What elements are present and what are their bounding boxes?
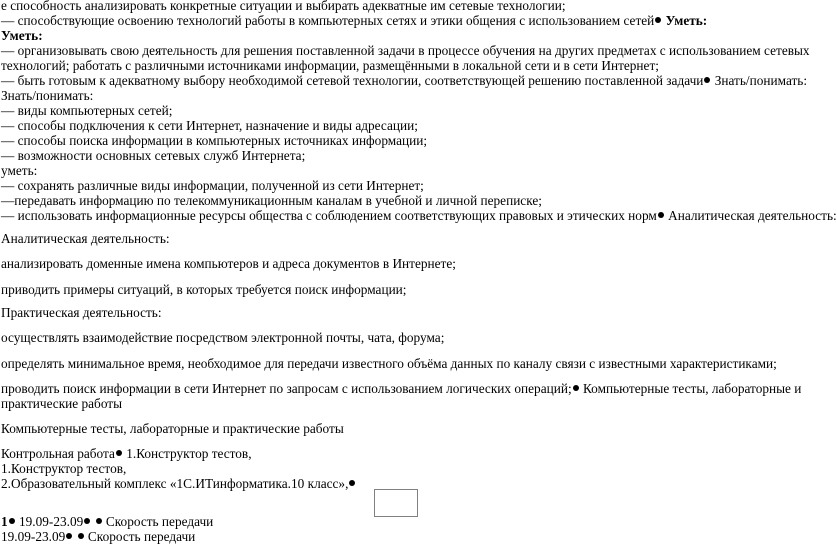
text-span: проводить поиск информации в сети Интернет по запросам с использованием логических операций; xyxy=(1,381,572,396)
text-span: Практическая деятельность: xyxy=(1,305,162,320)
text-span: практические работы xyxy=(1,396,123,411)
text-line xyxy=(1,330,444,345)
text-line xyxy=(1,305,162,320)
text-span: Компьютерные тесты, лабораторные и практические работы xyxy=(1,421,344,436)
text-span: — быть готовым к адекватному выбору необходимой сетевой технологии, соответствующей решению поставленной задачи xyxy=(1,73,704,88)
text-line xyxy=(1,73,807,88)
bullet-dot-icon xyxy=(704,77,710,83)
text-span: 19.09-23.09 xyxy=(15,514,84,529)
text-line xyxy=(1,13,707,28)
text-span: Контрольная работа xyxy=(1,446,115,461)
text-line xyxy=(1,163,37,178)
text-line xyxy=(1,133,427,148)
bullet-dot-icon xyxy=(66,533,72,539)
bullet-dot-icon xyxy=(655,17,661,23)
text-span: Знать/понимать: xyxy=(1,88,94,103)
text-line xyxy=(1,256,456,271)
text-span: Знать/понимать: xyxy=(711,73,808,88)
bullet-dot-icon xyxy=(573,385,579,391)
text-line xyxy=(1,118,418,133)
text-line xyxy=(1,193,542,208)
text-span: — использовать информационные ресурсы общества с соблюдением соответствующих правовых и этических норм xyxy=(1,208,657,223)
text-line xyxy=(1,282,407,297)
bullet-dot-icon xyxy=(84,518,90,524)
bullet-dot-icon xyxy=(116,450,122,456)
text-span: 2.Образовательный комплекс «1С.ИТинформатика.10 класс», xyxy=(1,476,349,491)
bullet-dot-icon xyxy=(349,480,355,486)
text-span: е способность анализировать конкретные ситуации и выбирать адекватные им сетевые технологии; xyxy=(1,0,566,13)
text-span: — виды компьютерных сетей; xyxy=(1,103,173,118)
text-span: — способствующие освоению технологий работы в компьютерных сетях и этики общения с использованием сетей xyxy=(1,13,655,28)
text-span: Аналитическая деятельность: xyxy=(664,208,837,223)
heading-inline: Уметь: xyxy=(662,13,708,28)
empty-frame-box xyxy=(374,489,418,517)
text-line xyxy=(1,381,801,396)
text-line xyxy=(1,208,837,223)
text-line xyxy=(1,396,122,411)
bullet-dot-icon xyxy=(96,518,102,524)
bullet-dot-icon xyxy=(78,533,84,539)
text-span: — организовывать свою деятельность для решения поставленной задачи в процессе обучения на других предметах с использованием сетевых xyxy=(1,43,810,58)
text-line xyxy=(1,461,126,476)
text-span: Скорость передачи xyxy=(102,514,214,529)
text-line xyxy=(1,421,344,436)
text-line xyxy=(1,356,777,371)
text-span: Аналитическая деятельность: xyxy=(1,231,170,246)
text-span: определять минимальное время, необходимое для передачи известного объёма данных по каналу связи с известными характеристиками; xyxy=(1,356,777,371)
text-line xyxy=(1,514,213,529)
text-line xyxy=(1,231,170,246)
text-span: 1.Конструктор тестов, xyxy=(122,446,252,461)
bullet-dot-icon xyxy=(9,518,15,524)
text-line xyxy=(1,103,172,118)
text-span: приводить примеры ситуаций, в которых требуется поиск информации; xyxy=(1,282,407,297)
text-span: 1 xyxy=(1,514,8,529)
text-span: — способы подключения к сети Интернет, назначение и виды адресации; xyxy=(1,118,418,133)
bullet-dot-icon xyxy=(658,212,664,218)
text-span: —передавать информацию по телекоммуникационным каналам в учебной и личной переписке; xyxy=(1,193,542,208)
text-span: уметь: xyxy=(1,163,38,178)
text-span: осуществлять взаимодействие посредством электронной почты, чата, форума; xyxy=(1,330,445,345)
text-span: 19.09-23.09 xyxy=(1,529,66,544)
text-line xyxy=(1,58,659,73)
text-span: — способы поиска информации в компьютерных источниках информации; xyxy=(1,133,428,148)
text-span: — возможности основных сетевых служб Интернета; xyxy=(1,148,306,163)
text-span: технологий; работать с различными источниками информации, размещёнными в локальной сети и в сети Интернет; xyxy=(1,58,659,73)
text-line xyxy=(1,446,252,461)
text-span: Уметь: xyxy=(1,28,43,43)
text-span: — сохранять различные виды информации, полученной из сети Интернет; xyxy=(1,178,424,193)
text-line xyxy=(1,88,93,103)
text-span: Скорость передачи xyxy=(84,529,196,544)
text-span: анализировать доменные имена компьютеров и адреса документов в Интернете; xyxy=(1,256,456,271)
text-span: 1.Конструктор тестов, xyxy=(1,461,127,476)
section-heading xyxy=(1,28,43,43)
text-line xyxy=(1,178,424,193)
text-line xyxy=(1,0,566,13)
text-span: Компьютерные тесты, лабораторные и xyxy=(579,381,802,396)
text-line xyxy=(1,529,195,544)
text-line xyxy=(1,43,810,58)
text-line xyxy=(1,476,356,491)
text-line xyxy=(1,148,305,163)
